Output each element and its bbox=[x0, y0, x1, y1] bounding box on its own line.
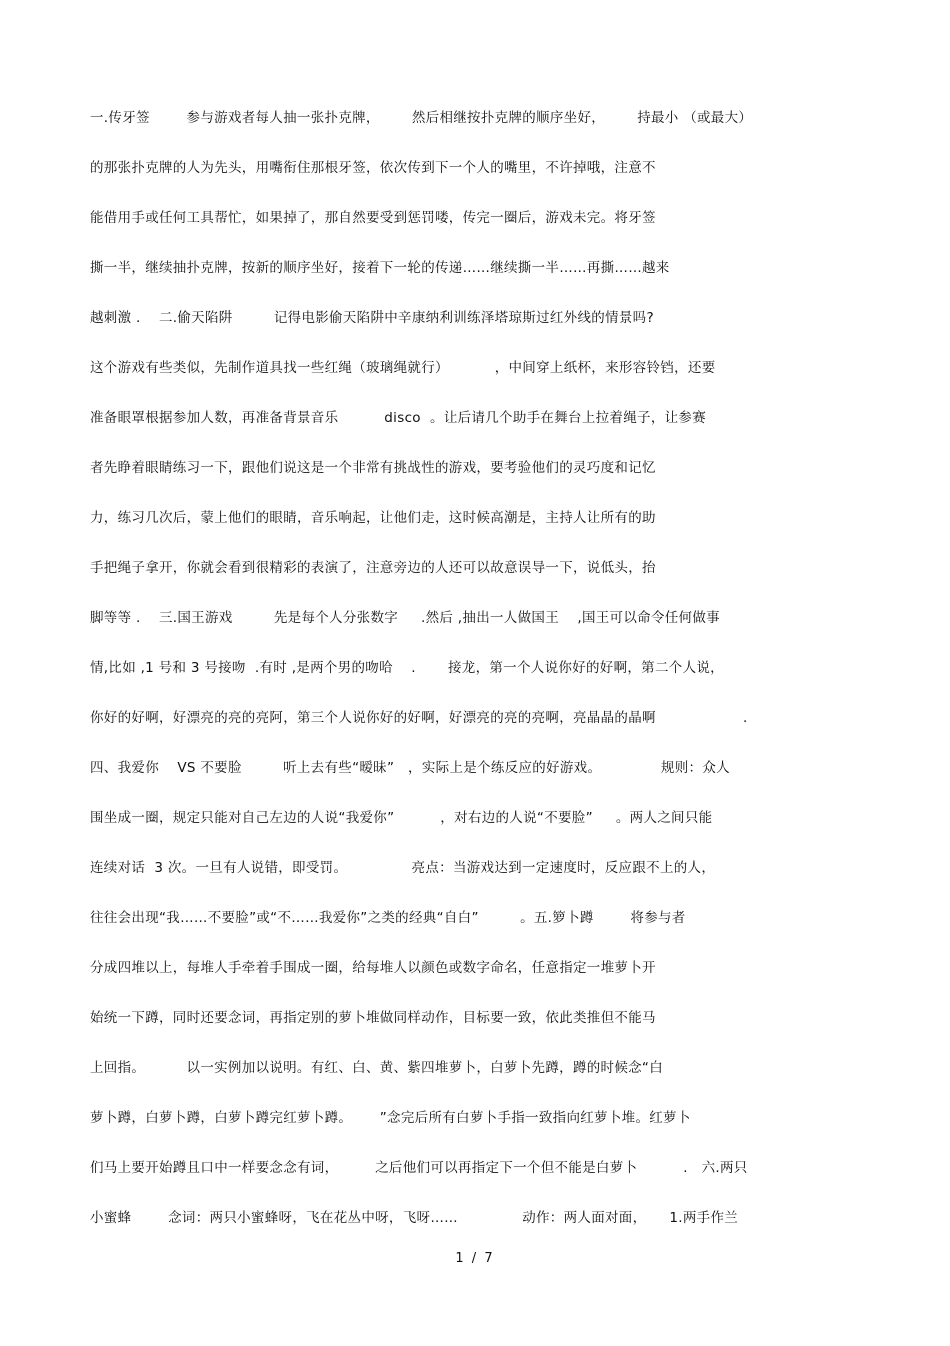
text-line: 上回指。 以一实例加以说明。有红、白、黄、紫四堆萝卜，白萝卜先蹲，蹲的时候念“白 bbox=[90, 1060, 664, 1076]
text-line: 力，练习几次后，蒙上他们的眼睛，音乐响起，让他们走，这时候高潮是，主持人让所有的助 bbox=[90, 510, 656, 526]
text-line: 围坐成一圈，规定只能对自己左边的人说“我爱你” ，对右边的人说“不要脸” 。两人之间只能 bbox=[90, 810, 713, 826]
text-line: 撕一半，继续抽扑克牌，按新的顺序坐好，接着下一轮的传递……继续撕一半……再撕……越来 bbox=[90, 260, 670, 276]
text-line: 四、我爱你 VS 不要脸 听上去有些“暧昧” ，实际上是个练反应的好游戏。 规则：众人 bbox=[90, 760, 730, 776]
text-line: 情,比如 ,1 号和 3 号接吻 .有时 ,是两个男的吻哈 . 接龙，第一个人说你好的好啊，第二个人说， bbox=[90, 660, 724, 676]
text-line: 往往会出现“我……不要脸”或“不……我爱你”之类的经典“自白” 。五.箩卜蹲 将参与者 bbox=[90, 910, 686, 926]
text-line: 手把绳子拿开，你就会看到很精彩的表演了，注意旁边的人还可以故意误导一下，说低头，抬 bbox=[90, 560, 656, 576]
page-number: 1 / 7 bbox=[455, 1251, 495, 1266]
text-line: 小蜜蜂 念词：两只小蜜蜂呀，飞在花丛中呀，飞呀…… 动作：两人面对面， 1.两手作兰 bbox=[90, 1210, 739, 1226]
text-line: 越刺激 . 二.偷天陷阱 记得电影偷天陷阱中辛康纳利训练泽塔琼斯过红外线的情景吗? bbox=[90, 310, 654, 326]
text-line: 连续对话 3 次。一旦有人说错，即受罚。 亮点：当游戏达到一定速度时，反应跟不上的人， bbox=[90, 860, 716, 876]
text-line: 者先睁着眼睛练习一下，跟他们说这是一个非常有挑战性的游戏，要考验他们的灵巧度和记忆 bbox=[90, 460, 656, 476]
text-line: 们马上要开始蹲且口中一样要念念有词， 之后他们可以再指定下一个但不能是白萝卜 . 六.两只 bbox=[90, 1160, 748, 1176]
text-line: 能借用手或任何工具帮忙，如果掉了，那自然要受到惩罚喽，传完一圈后，游戏未完。将牙签 bbox=[90, 210, 656, 226]
text-line: 这个游戏有些类似，先制作道具找一些红绳（玻璃绳就行） ，中间穿上纸杯，来形容铃铛，还要 bbox=[90, 360, 716, 376]
text-line: 分成四堆以上，每堆人手牵着手围成一圈，给每堆人以颜色或数字命名，任意指定一堆萝卜开 bbox=[90, 960, 656, 976]
text-line: 萝卜蹲，白萝卜蹲，白萝卜蹲完红萝卜蹲。 ”念完后所有白萝卜手指一致指向红萝卜堆。红萝卜 bbox=[90, 1110, 691, 1126]
text-line: 的那张扑克牌的人为先头，用嘴衔住那根牙签，依次传到下一个人的嘴里，不许掉哦，注意不 bbox=[90, 160, 656, 176]
text-line: 始统一下蹲，同时还要念词，再指定别的萝卜堆做同样动作，目标要一致，依此类推但不能马 bbox=[90, 1010, 656, 1026]
text-line: 准备眼罩根据参加人数，再准备背景音乐 disco 。让后请几个助手在舞台上拉着绳子，让参赛 bbox=[90, 410, 707, 426]
text-line: 脚等等 . 三.国王游戏 先是每个人分张数字 .然后 ,抽出一人做国王 ,国王可以命令任何做事 bbox=[90, 610, 720, 626]
text-line: 一.传牙签 参与游戏者每人抽一张扑克牌， 然后相继按扑克牌的顺序坐好， 持最小 （或最大） bbox=[90, 110, 753, 126]
text-line: 你好的好啊，好漂亮的亮的亮阿，第三个人说你好的好啊，好漂亮的亮的亮啊，亮晶晶的晶啊 . bbox=[90, 710, 748, 726]
